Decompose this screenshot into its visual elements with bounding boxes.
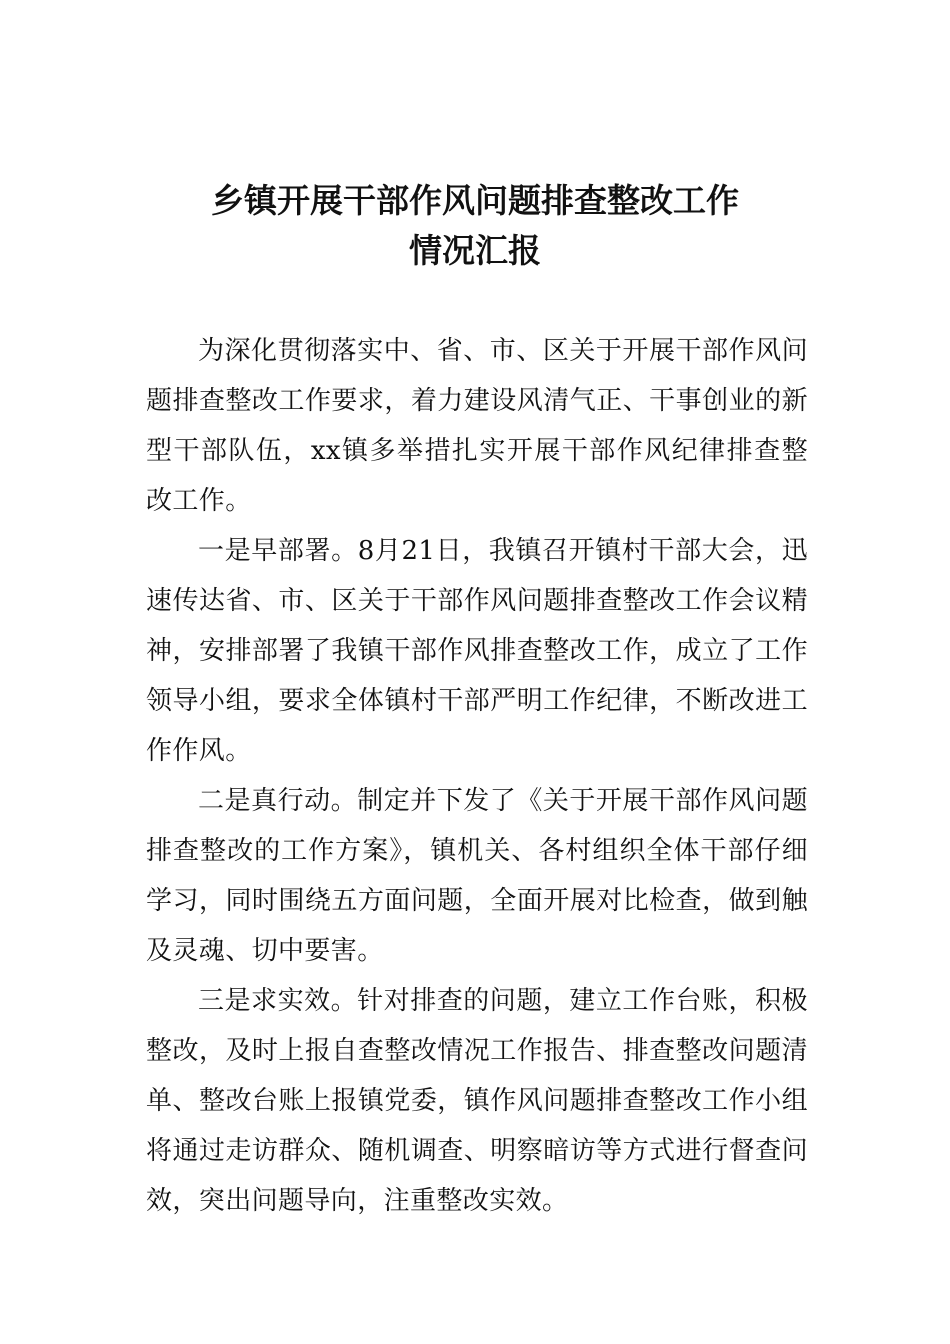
paragraph-real-action: 二是真行动。制定并下发了《关于开展干部作风问题排查整改的工作方案》，镇机关、各村组织全体干部仔细学习，同时围绕五方面问题，全面开展对比检查，做到触及灵魂、切中要害。	[146, 786, 808, 966]
document-body	[146, 326, 808, 1226]
paragraph-seek-results: 三是求实效。针对排查的问题，建立工作台账，积极整改，及时上报自查整改情况工作报告、排查整改问题清单、整改台账上报镇党委，镇作风问题排查整改工作小组将通过走访群众、随机调查、明察暗访等方式进行督查问效，突出问题导向，注重整改实效。	[146, 986, 808, 1216]
document-title-line-1: 乡镇开展干部作风问题排查整改工作	[211, 181, 739, 220]
paragraph-intro: 为深化贯彻落实中、省、市、区关于开展干部作风问题排查整改工作要求，着力建设风清气正、干事创业的新型干部队伍，xx镇多举措扎实开展干部作风纪律排查整改工作。	[146, 336, 808, 516]
document-title-line-2: 情况汇报	[409, 231, 541, 270]
paragraph-early-deployment: 一是早部署。8月21日，我镇召开镇村干部大会，迅速传达省、市、区关于干部作风问题排查整改工作会议精神，安排部署了我镇干部作风排查整改工作，成立了工作领导小组，要求全体镇村干部严明工作纪律，不断改进工作作风。	[146, 536, 808, 766]
